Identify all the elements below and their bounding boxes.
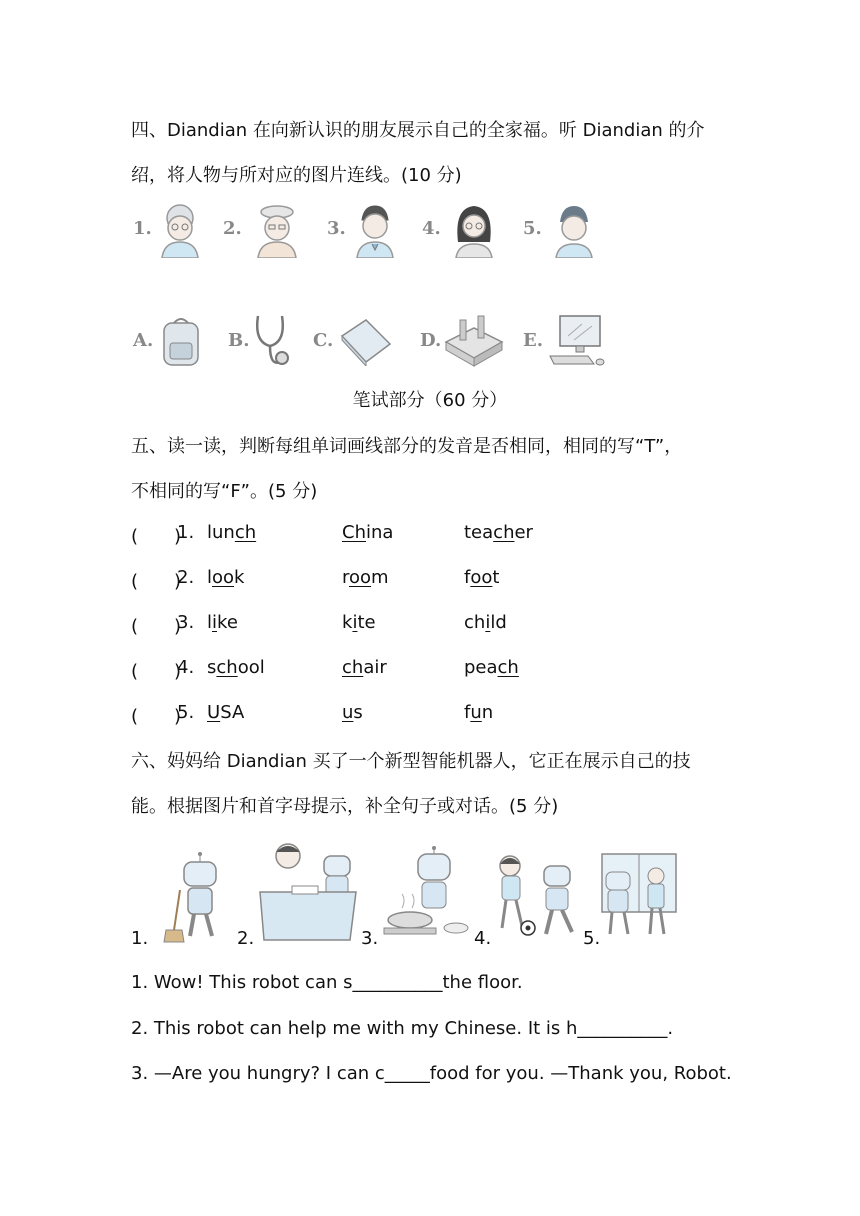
section5-instruction-line2: 不相同的写“F”。(5 分) bbox=[131, 481, 318, 502]
row-number: 4. bbox=[177, 657, 195, 678]
person-5-number: 5. bbox=[523, 218, 542, 239]
word-part: k bbox=[234, 567, 245, 588]
underlined-letters: u bbox=[342, 702, 354, 723]
word-1 bbox=[207, 702, 244, 723]
underlined-letters: i bbox=[352, 612, 358, 633]
word-part: s bbox=[207, 657, 217, 678]
word-2 bbox=[342, 612, 376, 633]
word-part: s bbox=[353, 702, 363, 723]
row-number: 3. bbox=[177, 612, 195, 633]
item-c-letter: C. bbox=[313, 330, 334, 351]
answer-bracket[interactable]: ( ) bbox=[131, 526, 182, 547]
word-part: k bbox=[342, 612, 353, 633]
word-part: n bbox=[481, 702, 494, 723]
word-part: air bbox=[363, 657, 387, 678]
robot-sweeping-icon bbox=[160, 852, 224, 944]
word-1 bbox=[207, 612, 238, 633]
word-part: l bbox=[207, 567, 213, 588]
section5-instruction-line1: 五、读一读，判断每组单词画线部分的发音是否相同，相同的写“T”， bbox=[131, 436, 683, 457]
underlined-letters: ch bbox=[342, 657, 364, 678]
section6-instruction-line2: 能。根据图片和首字母提示，补全句子或对话。(5 分) bbox=[131, 796, 559, 817]
answer-bracket[interactable]: ( ) bbox=[131, 661, 182, 682]
mother-icon bbox=[452, 202, 496, 258]
word-row bbox=[131, 702, 731, 726]
factory-icon bbox=[442, 312, 506, 368]
word-part: lun bbox=[207, 522, 235, 543]
section4-instruction-line2: 绍，将人物与所对应的图片连线。(10 分) bbox=[131, 165, 462, 186]
father-icon bbox=[352, 202, 398, 258]
boy-icon bbox=[552, 202, 596, 258]
word-2 bbox=[342, 522, 393, 543]
underlined-letters: oo bbox=[349, 567, 372, 588]
grandfather-icon bbox=[252, 202, 302, 258]
robot-pic-1-number: 1. bbox=[131, 928, 149, 949]
person-1-number: 1. bbox=[133, 218, 152, 239]
word-part: tea bbox=[464, 522, 494, 543]
person-2-number: 2. bbox=[223, 218, 242, 239]
answer-bracket[interactable]: ( ) bbox=[131, 706, 182, 727]
word-part: te bbox=[357, 612, 376, 633]
word-3 bbox=[464, 657, 519, 678]
robot-pic-5-number: 5. bbox=[583, 928, 601, 949]
underlined-letters: oo bbox=[212, 567, 235, 588]
question-3: 3. —Are you hungry? I can c_____food for you. —Thank you, Robot. bbox=[131, 1063, 732, 1084]
row-number: 5. bbox=[177, 702, 195, 723]
robot-playing-football-icon bbox=[492, 852, 578, 940]
word-part: er bbox=[514, 522, 533, 543]
robot-pic-2-number: 2. bbox=[237, 928, 255, 949]
item-a-letter: A. bbox=[133, 330, 154, 351]
computer-icon bbox=[548, 312, 606, 368]
underlined-letters: ch bbox=[493, 522, 515, 543]
robot-cleaning-window-icon bbox=[600, 852, 680, 938]
word-part: m bbox=[371, 567, 389, 588]
book-icon bbox=[338, 316, 394, 366]
underlined-letters: u bbox=[470, 702, 482, 723]
word-part: t bbox=[492, 567, 500, 588]
word-row bbox=[131, 657, 731, 681]
section4-instruction-line1: 四、Diandian 在向新认识的朋友展示自己的全家福。听 Diandian 的介 bbox=[131, 120, 705, 141]
word-3 bbox=[464, 567, 499, 588]
item-d-letter: D. bbox=[420, 330, 442, 351]
word-3 bbox=[464, 702, 493, 723]
answer-bracket[interactable]: ( ) bbox=[131, 571, 182, 592]
word-1 bbox=[207, 522, 256, 543]
robot-helping-study-icon bbox=[258, 842, 358, 942]
item-e-letter: E. bbox=[523, 330, 543, 351]
underlined-letters: ch bbox=[234, 522, 257, 543]
word-part: ool bbox=[237, 657, 265, 678]
stethoscope-icon bbox=[250, 312, 292, 370]
word-row bbox=[131, 522, 731, 546]
person-4-number: 4. bbox=[422, 218, 441, 239]
word-part: ch bbox=[464, 612, 486, 633]
section6-instruction-line1: 六、妈妈给 Diandian 买了一个新型智能机器人，它正在展示自己的技 bbox=[131, 751, 691, 772]
underlined-letters: U bbox=[207, 702, 221, 723]
person-3-number: 3. bbox=[327, 218, 346, 239]
word-2 bbox=[342, 702, 363, 723]
word-part: l bbox=[207, 612, 213, 633]
word-row bbox=[131, 567, 731, 591]
row-number: 2. bbox=[177, 567, 195, 588]
item-b-letter: B. bbox=[228, 330, 250, 351]
word-part: ke bbox=[217, 612, 238, 633]
word-part: r bbox=[342, 567, 350, 588]
underlined-letters: i bbox=[212, 612, 218, 633]
word-part: ld bbox=[490, 612, 507, 633]
underlined-letters: Ch bbox=[342, 522, 366, 543]
underlined-letters: oo bbox=[470, 567, 493, 588]
underlined-letters: ch bbox=[216, 657, 238, 678]
word-2 bbox=[342, 657, 387, 678]
word-3 bbox=[464, 522, 533, 543]
question-2: 2. This robot can help me with my Chinese. It is h__________. bbox=[131, 1018, 674, 1039]
word-part: SA bbox=[220, 702, 245, 723]
row-number: 1. bbox=[177, 522, 195, 543]
robot-pic-3-number: 3. bbox=[361, 928, 379, 949]
word-3 bbox=[464, 612, 507, 633]
word-1 bbox=[207, 567, 244, 588]
word-part: f bbox=[464, 567, 471, 588]
underlined-letters: i bbox=[485, 612, 491, 633]
written-part-heading: 笔试部分（60 分） bbox=[352, 390, 508, 411]
underlined-letters: ch bbox=[497, 657, 519, 678]
robot-pic-4-number: 4. bbox=[474, 928, 492, 949]
answer-bracket[interactable]: ( ) bbox=[131, 616, 182, 637]
schoolbag-icon bbox=[158, 315, 204, 369]
question-1: 1. Wow! This robot can s__________the floor. bbox=[131, 972, 523, 993]
word-part: ina bbox=[365, 522, 394, 543]
word-2 bbox=[342, 567, 389, 588]
robot-cooking-icon bbox=[380, 846, 472, 942]
grandmother-icon bbox=[156, 202, 204, 258]
word-part: pea bbox=[464, 657, 498, 678]
word-row bbox=[131, 612, 731, 636]
word-part: f bbox=[464, 702, 471, 723]
word-1 bbox=[207, 657, 265, 678]
